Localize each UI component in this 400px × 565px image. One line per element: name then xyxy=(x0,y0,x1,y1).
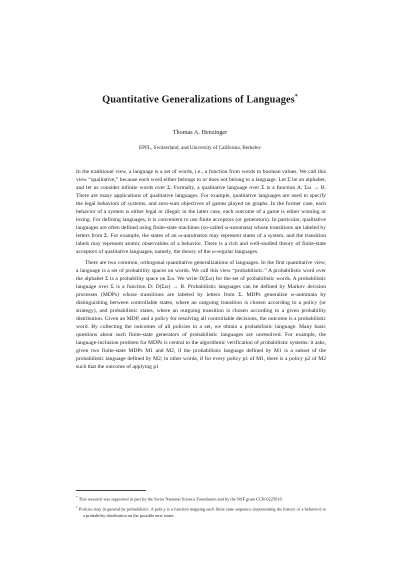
title-text: Quantitative Generalizations of Languages xyxy=(102,94,295,106)
paper-title xyxy=(0,94,400,105)
footnote-mark: * xyxy=(76,495,78,499)
author-name: Thomas A. Henzinger xyxy=(172,129,228,136)
footnote-text: Policies may in general be probabilistic. A policy is a function mapping each finite state sequence (representing the history of a behavior) to a probability distribution on the possible next states. xyxy=(78,506,326,518)
paragraph-qualitative: In the traditional view, a language is a set of words, i.e., a function from words to boolean values. We call this view “qualitative,” because each word either belongs to or does not belong to a language. Let Σ be an alphabet, and let us consider infinite words over Σ. Formally, a qualitative language over Σ is a function A: Σω → B. There are many applications of qualitative languages. For example, qualitative languages are used to specify the legal behaviors of systems, and zero-sum objectives of games played on graphs. In the former case, each behavior of a system is either legal or illegal; in the latter case, each outcome of a game is either winning or losing. For defining languages, it is convenient to use finite acceptors (or generators). In particular, qualitative languages are often defined using finite-state machines (so-called ω-automata) whose transitions are labeled by letters from Σ. For example, the states of an ω-automaton may represent states of a system, and the transition labels may represent atomic observables of a behavior. There is a rich and well-studied theory of finite-state acceptors of qualitative languages, namely, the theory of the ω-regular languages. xyxy=(76,169,326,256)
footnotes xyxy=(76,494,326,520)
footnote-funding xyxy=(76,494,326,503)
footnote-mark: 1 xyxy=(76,504,78,509)
author-affiliation: EPFL, Switzerland, and University of California, Berkeley xyxy=(138,145,262,151)
footnote-divider xyxy=(76,490,146,491)
title-footnote-mark: * xyxy=(294,94,298,100)
footnote-policies xyxy=(76,504,326,519)
paragraph-probabilistic: There are two common, orthogonal quantitative generalizations of languages. In the first quantitative view, a language is a set of probability spaces on words. We call this view “probabilistic.” A probabilistic word over the alphabet Σ is a probability space on Σω. We write D(Σω) for the set of probabilistic words. A probabilistic language over Σ is a function D: D(Σω) → B. Probabilistic languages can be defined by Markov decision processes (MDPs) whose transitions are labeled by letters from Σ. MDPs generalize ω-automata by distinguishing between controllable states, where an outgoing transition is chosen according to a policy (or strategy), and probabilistic states, where an outgoing transition is chosen according to a given probability distribution. Given an MDP, and a policy for resolving all controllable decisions, the outcome is a probabilistic word. By collecting the outcomes of all policies in a set, we obtain a probabilistic language. Many basic questions about such finite-state generators of probabilistic languages are unresolved. For example, the language-inclusion problem for MDPs is central to the algorithmic verification of probabilistic systems: it asks, given two finite-state MDPs M1 and M2, if the probabilistic language defined by M1 is a subset of the probabilistic language defined by M2; in other words, if for every policy p1 of M1, there is a policy p2 of M2 such that the outcome of applying p1 xyxy=(76,259,326,371)
body-text xyxy=(76,168,326,373)
footnote-text: This research was supported in part by the Swiss National Science Foundation and by the NSF grant CCR-0225610. xyxy=(78,496,283,502)
